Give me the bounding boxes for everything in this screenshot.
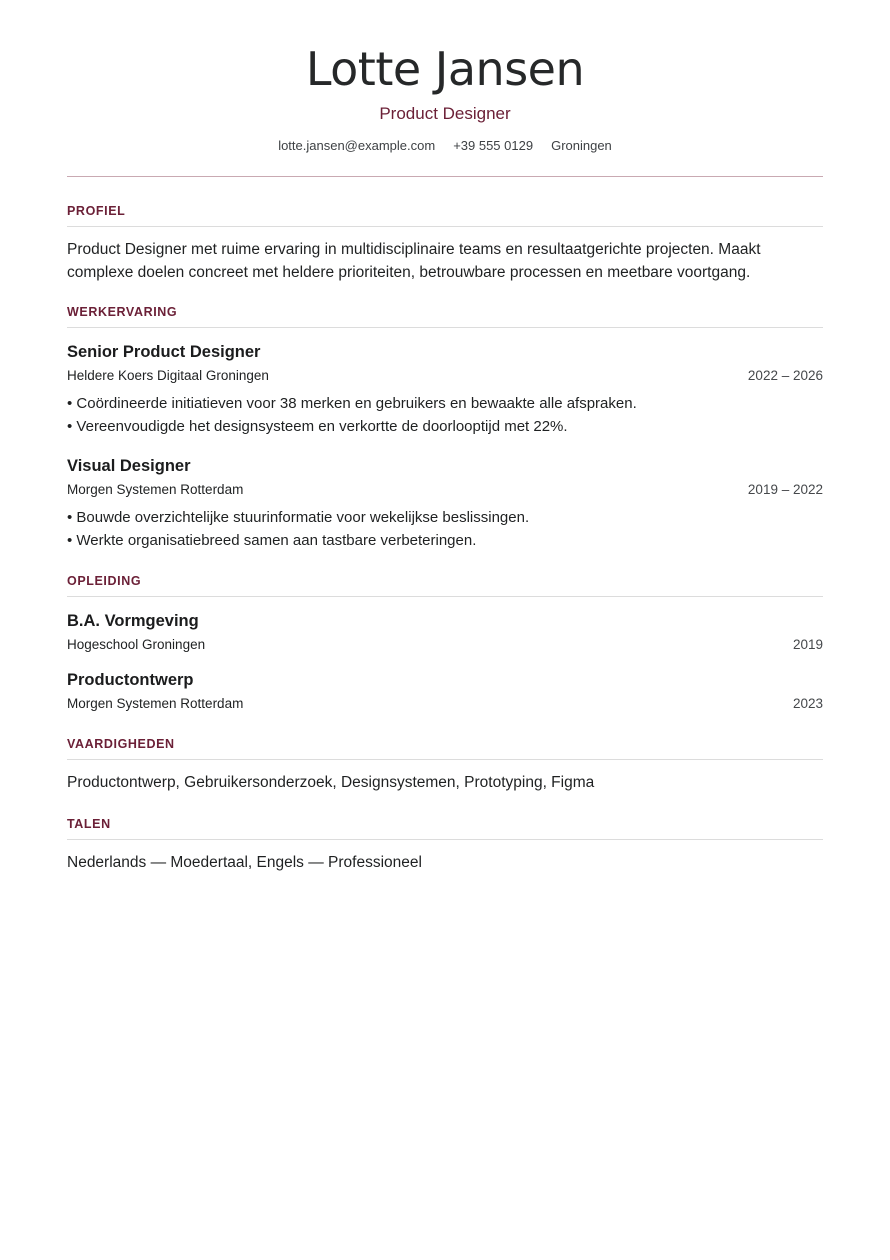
education-entry bbox=[67, 611, 823, 653]
section-divider bbox=[67, 596, 823, 597]
job-bullets bbox=[67, 507, 823, 552]
section-title-experience: WERKERVARING bbox=[67, 305, 178, 319]
section-divider bbox=[67, 327, 823, 328]
languages-section bbox=[67, 816, 823, 875]
education-meta bbox=[67, 695, 823, 712]
job-title: Senior Product Designer bbox=[67, 343, 261, 361]
job-title: Visual Designer bbox=[67, 457, 191, 475]
skills-section bbox=[67, 736, 823, 795]
languages-text: Nederlands — Moedertaal, Engels — Professioneel bbox=[67, 854, 422, 871]
job-dates: 2019 – 2022 bbox=[747, 482, 823, 497]
contact-phone: +39 555 0129 bbox=[453, 138, 534, 153]
job-dates: 2022 – 2026 bbox=[747, 368, 823, 383]
job-meta bbox=[67, 367, 823, 384]
experience-section bbox=[67, 304, 823, 552]
job-employer: Heldere Koers Digitaal Groningen bbox=[67, 368, 269, 383]
section-title-profile: PROFIEL bbox=[67, 204, 126, 218]
header-divider bbox=[67, 176, 823, 177]
job-employer: Morgen Systemen Rotterdam bbox=[67, 482, 244, 497]
section-title-skills: VAARDIGHEDEN bbox=[67, 737, 175, 751]
skills-text: Productontwerp, Gebruikersonderzoek, Designsystemen, Prototyping, Figma bbox=[67, 774, 595, 791]
section-divider bbox=[67, 759, 823, 760]
education-entry bbox=[67, 670, 823, 712]
education-section bbox=[67, 573, 823, 712]
education-school: Morgen Systemen Rotterdam bbox=[67, 696, 244, 711]
contact-location: Groningen bbox=[551, 138, 612, 153]
section-divider bbox=[67, 226, 823, 227]
profile-section bbox=[67, 203, 823, 284]
education-degree: B.A. Vormgeving bbox=[67, 612, 199, 630]
section-title-languages: TALEN bbox=[67, 817, 111, 831]
section-divider bbox=[67, 839, 823, 840]
contact-email: lotte.jansen@example.com bbox=[278, 138, 436, 153]
job-entry bbox=[67, 342, 823, 438]
job-bullet: • Coördineerde initiatieven voor 38 merken en gebruikers en bewaakte alle afspraken. bbox=[67, 395, 637, 412]
section-title-education: OPLEIDING bbox=[67, 574, 142, 588]
education-meta bbox=[67, 636, 823, 653]
education-year: 2019 bbox=[792, 637, 823, 652]
job-bullet: • Bouwde overzichtelijke stuurinformatie voor wekelijkse beslissingen. bbox=[67, 509, 530, 526]
contact-line bbox=[67, 138, 823, 154]
profile-text: Product Designer met ruime ervaring in multidisciplinaire teams en resultaatgerichte projecten. Maakt complexe doelen concreet met heldere prioriteiten, betrouwbare processen en meetbare voortgang. bbox=[67, 241, 761, 281]
candidate-role: Product Designer bbox=[379, 104, 511, 123]
job-bullet: • Vereenvoudigde het designsysteem en verkortte de doorlooptijd met 22%. bbox=[67, 417, 568, 435]
job-bullets bbox=[67, 393, 823, 438]
job-meta bbox=[67, 481, 823, 498]
job-bullet: • Werkte organisatiebreed samen aan tastbare verbeteringen. bbox=[67, 531, 477, 549]
job-entry bbox=[67, 456, 823, 552]
education-year: 2023 bbox=[792, 696, 823, 711]
education-school: Hogeschool Groningen bbox=[67, 637, 206, 652]
education-degree: Productontwerp bbox=[67, 671, 194, 689]
candidate-name: Lotte Jansen bbox=[305, 42, 585, 96]
